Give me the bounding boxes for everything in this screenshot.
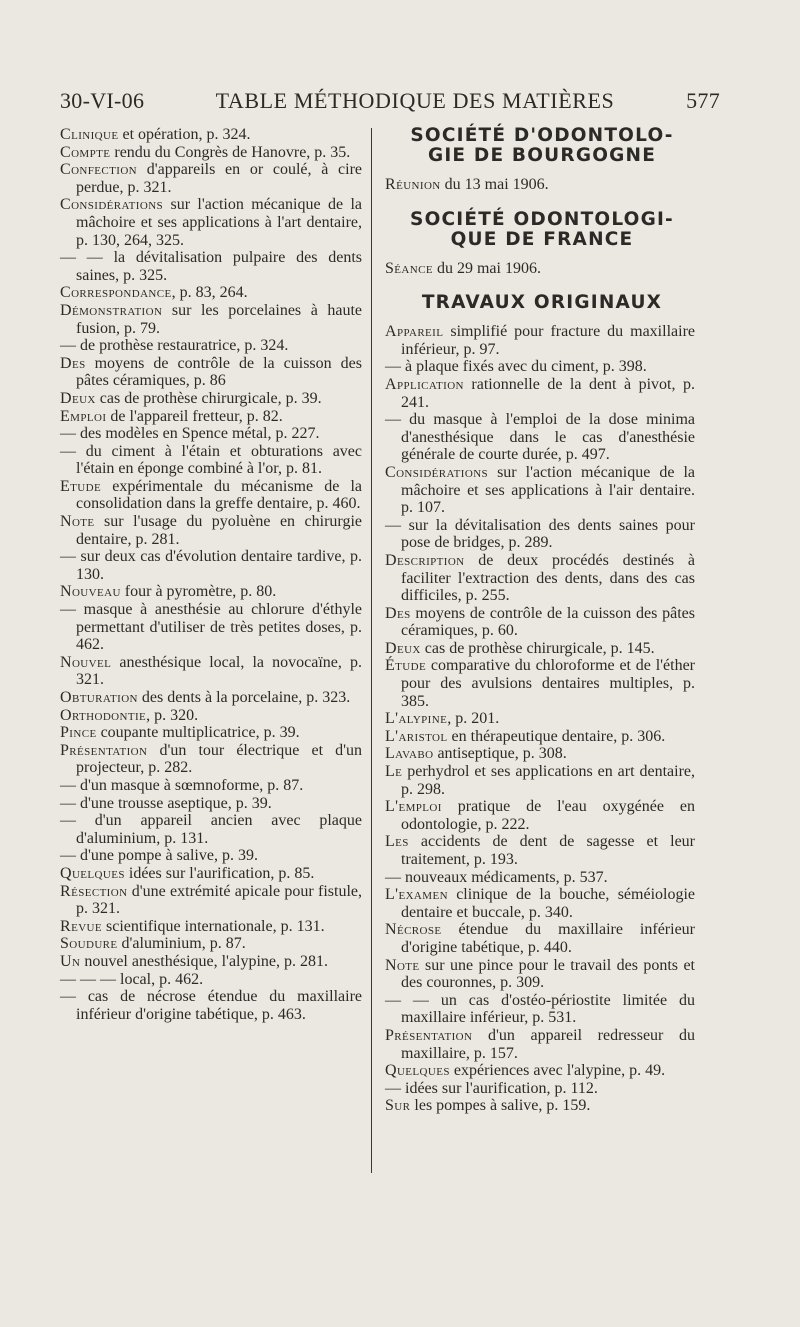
entry-keyword: Etude <box>60 477 102 495</box>
entry-text: en thérapeutique dentaire, p. 306. <box>447 727 666 745</box>
index-entry <box>60 847 362 865</box>
entry-keyword: Pince <box>60 724 97 742</box>
index-entry <box>60 724 362 742</box>
index-entry <box>385 728 695 746</box>
entry-keyword: Lavabo <box>385 745 434 763</box>
entry-keyword: L'emploi <box>385 798 442 816</box>
index-entry <box>385 1080 695 1098</box>
entry-text: scientifique internationale, p. 131. <box>102 917 325 935</box>
index-entry <box>385 921 695 956</box>
entry-text: antiseptique, p. 308. <box>433 745 567 763</box>
entry-text: four à pyromètre, p. 80. <box>120 583 277 601</box>
index-entry <box>385 517 695 552</box>
index-entry <box>385 1027 695 1062</box>
entry-text: — d'un appareil ancien avec plaque d'aluminium, p. 131. <box>60 812 362 847</box>
entry-text: , p. 320. <box>146 706 199 724</box>
left-column <box>60 126 362 1023</box>
index-entry <box>385 376 695 411</box>
entry-keyword: Clinique <box>60 126 119 143</box>
entry-text: perhydrol et ses applications en art dentaire, p. 298. <box>401 763 695 798</box>
entry-keyword: Orthodontie <box>60 706 147 724</box>
index-entry <box>60 742 362 777</box>
index-entry <box>60 583 362 601</box>
section-heading <box>385 293 695 313</box>
entry-text: anesthésique local, la novocaïne, p. 321. <box>76 653 362 689</box>
index-entry <box>385 176 695 194</box>
index-entry <box>385 323 695 358</box>
entry-keyword: Réunion <box>385 176 441 193</box>
section-heading-line: TRAVAUX ORIGINAUX <box>421 292 663 314</box>
index-entry <box>60 425 362 443</box>
entry-text: de l'appareil fretteur, p. 82. <box>106 407 283 425</box>
entry-text: de deux procédés destinés à faciliter l'extraction des dents, dans des cas difficiles, p. 255. <box>401 551 695 605</box>
entry-keyword: Considérations <box>60 196 164 214</box>
index-entry <box>60 144 362 162</box>
entry-keyword: Des <box>60 354 86 372</box>
entry-text: comparative du chloroforme et de l'éther pour des avulsions dentaires multiples, p. 385. <box>401 657 695 710</box>
entry-keyword: Sur <box>385 1097 411 1115</box>
right-column <box>385 126 695 1115</box>
entry-text: — nouveaux médicaments, p. 537. <box>385 868 608 886</box>
entry-text: moyens de contrôle de la cuisson des pâtes céramiques, p. 60. <box>401 604 695 640</box>
entry-keyword: Obturation <box>60 689 138 706</box>
header-date: 30-VI-06 <box>60 88 145 113</box>
entry-text: d'un tour électrique et d'un projecteur, p. 282. <box>76 741 362 777</box>
entry-text: expérimentale du mécanisme de la consolidation dans la greffe dentaire, p. 460. <box>76 477 362 513</box>
entry-keyword: Confection <box>60 161 138 179</box>
entry-text: clinique de la bouche, séméiologie dentaire et buccale, p. 340. <box>401 886 695 921</box>
section-heading <box>385 126 695 166</box>
index-entry <box>60 302 362 337</box>
entry-keyword: Description <box>385 551 465 569</box>
index-entry <box>60 443 362 478</box>
entry-text: — d'une pompe à salive, p. 39. <box>60 847 258 865</box>
entry-keyword: Emploi <box>60 407 107 425</box>
entry-text: — cas de nécrose étendue du maxillaire inférieur d'origine tabétique, p. 463. <box>60 988 362 1023</box>
entry-keyword: Présentation <box>60 741 148 759</box>
entry-keyword: Appareil <box>385 323 444 341</box>
index-entry <box>385 640 695 658</box>
entry-keyword: Étude <box>385 657 427 675</box>
running-head <box>60 88 720 114</box>
index-entry <box>60 654 362 689</box>
index-entry <box>60 707 362 725</box>
entry-text: , p. 201. <box>447 710 500 728</box>
entry-text: — sur la dévitalisation des dents saines pour pose de bridges, p. 289. <box>385 516 695 552</box>
entry-keyword: L'alypine <box>385 710 448 728</box>
entry-text: — — un cas d'ostéo-périostite limitée du maxillaire inférieur, p. 531. <box>385 991 695 1027</box>
index-entry <box>385 657 695 710</box>
entry-keyword: Revue <box>60 917 102 935</box>
entry-text: pratique de l'eau oxygénée en odontologie, p. 222. <box>401 798 695 833</box>
entry-text: d'un appareil redresseur du maxillaire, p. 157. <box>401 1026 695 1062</box>
entry-text: — du masque à l'emploi de la dose minima d'anesthésique dans le cas d'anesthésie générale de courte durée, p. 497. <box>385 411 695 464</box>
index-entry <box>60 883 362 918</box>
entry-text: — d'une trousse aseptique, p. 39. <box>60 794 272 812</box>
entry-keyword: L'aristol <box>385 727 448 745</box>
entry-text: — masque à anesthésie au chlorure d'éthyle permettant d'utiliser de très petites doses, p. 462. <box>60 601 362 654</box>
header-title: TABLE MÉTHODIQUE DES MATIÈRES <box>215 88 615 113</box>
section-gap <box>385 277 695 293</box>
entry-text: sur une pince pour le travail des ponts et des couronnes, p. 309. <box>401 956 695 992</box>
entry-keyword: Nécrose <box>385 921 442 939</box>
section-heading-line: QUE DE FRANCE <box>450 228 634 250</box>
entry-text: — des modèles en Spence métal, p. 227. <box>60 425 320 443</box>
index-entry <box>60 689 362 707</box>
index-entry <box>60 812 362 847</box>
column-divider <box>371 128 372 1173</box>
entry-text: moyens de contrôle de la cuisson des pâtes céramiques, p. 86 <box>76 354 362 390</box>
entry-text: des dents à la porcelaine, p. 323. <box>137 689 351 706</box>
index-entry <box>385 605 695 640</box>
entry-text: cas de prothèse chirurgicale, p. 145. <box>420 639 655 657</box>
index-entry <box>60 161 362 196</box>
section-gap <box>385 194 695 210</box>
index-entry <box>60 971 362 989</box>
entry-text: d'une extrémité apicale pour fistule, p. 321. <box>76 882 362 918</box>
index-entry <box>385 745 695 763</box>
index-entry <box>60 478 362 513</box>
entry-text: — — la dévitalisation pulpaire des dents saines, p. 325. <box>60 249 362 284</box>
entry-keyword: Le <box>385 763 403 781</box>
entry-text: , p. 83, 264. <box>171 284 248 302</box>
entry-keyword: Compte <box>60 143 111 161</box>
index-entry <box>60 988 362 1023</box>
entry-text: — — — local, p. 462. <box>60 970 204 988</box>
entry-text: accidents de dent de sagesse et leur traitement, p. 193. <box>401 833 695 868</box>
entry-text: simplifié pour fracture du maxillaire inférieur, p. 97. <box>401 323 695 358</box>
index-entry <box>60 935 362 953</box>
entry-text: les pompes à salive, p. 159. <box>410 1097 591 1115</box>
entry-text: du 29 mai 1906. <box>432 259 541 277</box>
entry-keyword: Présentation <box>385 1026 473 1044</box>
index-entry <box>60 918 362 936</box>
section-heading <box>385 210 695 250</box>
entry-keyword: Résection <box>60 882 128 900</box>
entry-keyword: Application <box>385 375 464 393</box>
entry-keyword: Démonstration <box>60 301 163 319</box>
index-entry <box>60 513 362 548</box>
index-entry <box>60 408 362 426</box>
entry-text: sur l'action mécanique de la mâchoire et ses applications à l'art dentaire, p. 130, 264, 325. <box>76 196 362 249</box>
index-entry <box>60 337 362 355</box>
index-entry <box>60 284 362 302</box>
section-heading-line: SOCIÉTÉ ODONTOLOGI- <box>410 208 674 230</box>
index-entry <box>385 1062 695 1080</box>
index-entry <box>60 355 362 390</box>
entry-text: et opération, p. 324. <box>118 126 251 143</box>
entry-text: nouvel anesthésique, l'alypine, p. 281. <box>80 952 329 970</box>
index-entry <box>385 552 695 605</box>
entry-keyword: Séance <box>385 259 433 277</box>
entry-keyword: Soudure <box>60 935 118 953</box>
index-entry <box>385 798 695 833</box>
entry-keyword: Nouvel <box>60 653 112 671</box>
entry-keyword: Des <box>385 604 411 622</box>
entry-text: — sur deux cas d'évolution dentaire tardive, p. 130. <box>60 548 362 583</box>
index-entry <box>60 126 362 144</box>
entry-keyword: Deux <box>60 389 96 407</box>
entry-keyword: Note <box>60 513 95 531</box>
entry-text: expériences avec l'alypine, p. 49. <box>449 1062 666 1080</box>
entry-text: sur l'action mécanique de la mâchoire et ses applications à l'air dentaire. p. 107. <box>401 463 695 517</box>
entry-text: — du ciment à l'étain et obturations avec l'étain en éponge combiné à l'or, p. 81. <box>60 442 362 478</box>
entry-text: rendu du Congrès de Hanovre, p. 35. <box>110 143 351 161</box>
index-entry <box>60 865 362 883</box>
section-heading-line: GIE DE BOURGOGNE <box>427 145 657 166</box>
entry-keyword: Correspondance <box>60 284 172 302</box>
entry-keyword: Deux <box>385 639 421 657</box>
index-entry <box>385 411 695 464</box>
index-entry <box>385 260 695 278</box>
entry-keyword: Nouveau <box>60 583 121 601</box>
entry-keyword: L'examen <box>385 886 448 904</box>
index-entry <box>385 886 695 921</box>
entry-keyword: Quelques <box>60 864 125 882</box>
entry-text: coupante multiplicatrice, p. 39. <box>96 724 300 742</box>
index-entry <box>385 763 695 798</box>
entry-text: idées sur l'aurification, p. 85. <box>124 864 315 882</box>
entry-keyword: Un <box>60 952 81 970</box>
entry-text: cas de prothèse chirurgicale, p. 39. <box>95 389 322 407</box>
entry-keyword: Les <box>385 833 409 851</box>
entry-text: — à plaque fixés avec du ciment, p. 398. <box>385 358 647 376</box>
section-heading-line: SOCIÉTÉ D'ODONTOLO- <box>410 125 674 146</box>
index-entry <box>385 869 695 887</box>
index-entry <box>60 601 362 654</box>
page-number: 577 <box>686 88 720 113</box>
index-entry <box>385 710 695 728</box>
index-entry <box>60 777 362 795</box>
index-entry <box>60 249 362 284</box>
entry-text: — idées sur l'aurification, p. 112. <box>385 1079 598 1097</box>
entry-text: d'aluminium, p. 87. <box>117 935 246 953</box>
entry-text: rationnelle de la dent à pivot, p. 241. <box>401 375 695 411</box>
entry-text: sur les porcelaines à haute fusion, p. 79. <box>76 301 362 337</box>
entry-text: étendue du maxillaire inférieur d'origine tabétique, p. 440. <box>401 921 695 956</box>
entry-text: du 13 mai 1906. <box>440 176 549 193</box>
entry-text: — de prothèse restauratrice, p. 324. <box>60 337 289 355</box>
entry-keyword: Quelques <box>385 1062 450 1080</box>
entry-keyword: Note <box>385 956 420 974</box>
index-entry <box>60 196 362 249</box>
index-entry <box>60 548 362 583</box>
index-entry <box>385 833 695 868</box>
entry-text: — d'un masque à sœmnoforme, p. 87. <box>60 776 304 794</box>
index-entry <box>60 953 362 971</box>
index-entry <box>385 358 695 376</box>
entry-text: sur l'usage du pyoluène en chirurgie dentaire, p. 281. <box>76 513 362 548</box>
index-entry <box>385 957 695 992</box>
entry-keyword: Considérations <box>385 463 489 481</box>
index-entry <box>385 464 695 517</box>
index-entry <box>385 1097 695 1115</box>
index-entry <box>60 390 362 408</box>
index-entry <box>60 795 362 813</box>
index-entry <box>385 992 695 1027</box>
entry-text: d'appareils en or coulé, à cire perdue, p. 321. <box>76 161 362 196</box>
